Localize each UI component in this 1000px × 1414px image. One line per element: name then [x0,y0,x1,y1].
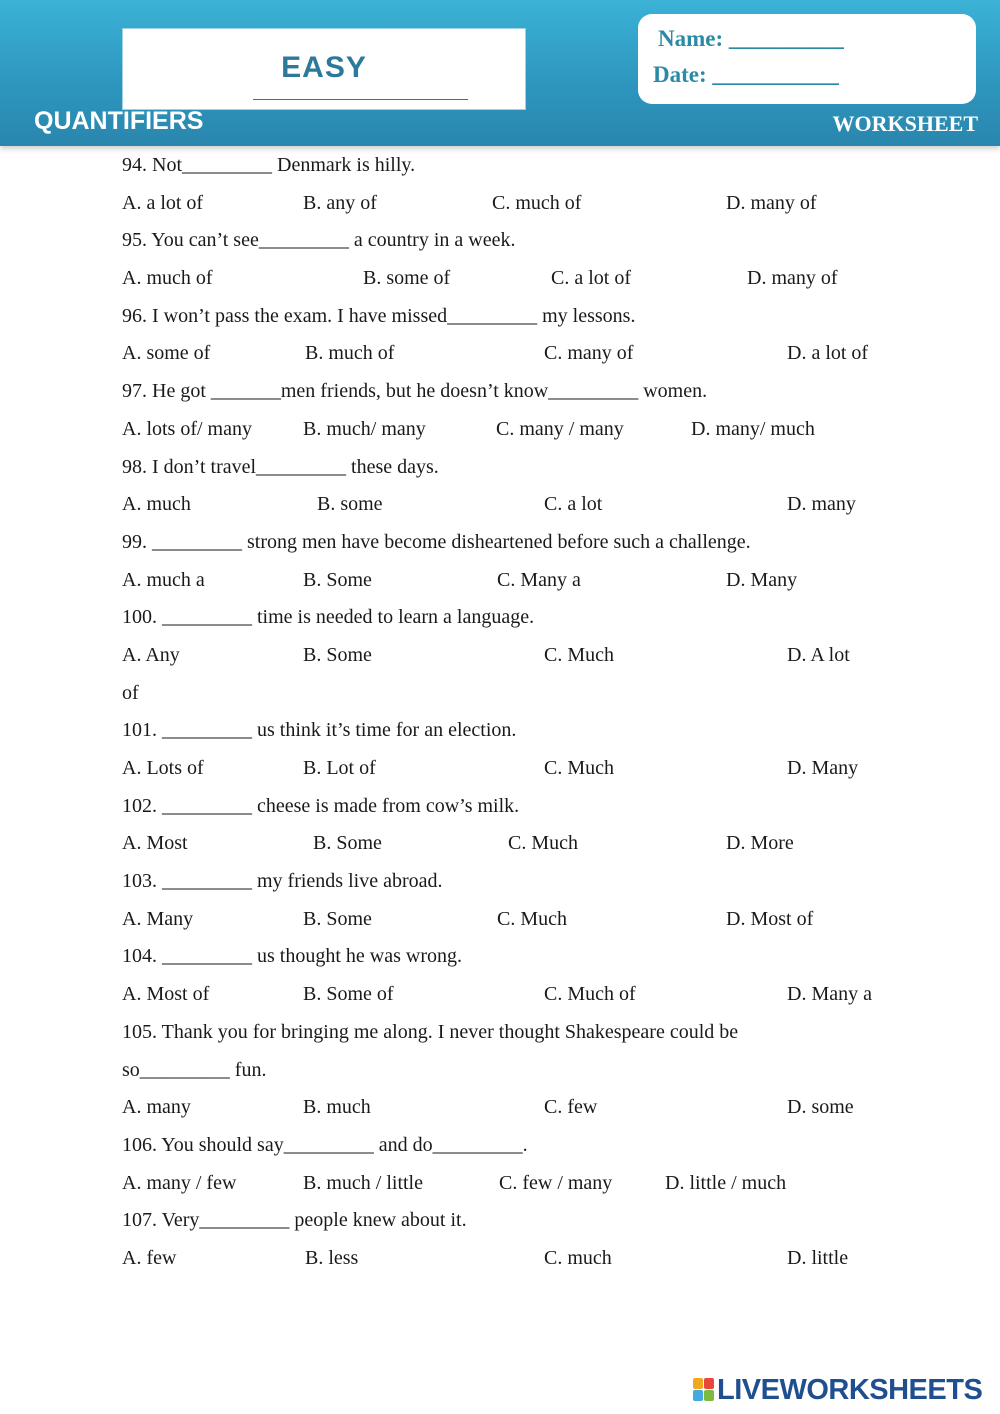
option-a[interactable]: A. Most [122,832,188,855]
answer-continuation: of [122,681,139,704]
option-d[interactable]: D. Many [726,568,798,591]
option-b[interactable]: B. much of [305,342,395,365]
option-c[interactable]: C. much [544,1246,612,1269]
answer-options [122,979,942,1017]
option-a[interactable]: A. many [122,1096,191,1119]
answer-options [122,338,942,376]
option-c[interactable]: C. much of [492,191,582,214]
answer-options [122,188,942,226]
option-c[interactable]: C. Much of [544,983,636,1006]
option-b[interactable]: B. Some of [303,983,394,1006]
level-box [122,28,526,110]
question-text: 104. _________ us thought he was wrong. [122,945,462,968]
answer-options [122,828,942,866]
answer-options [122,1243,942,1281]
option-c[interactable]: C. Much [497,907,567,930]
option-b[interactable]: B. any of [303,191,377,214]
option-a[interactable]: A. few [122,1246,177,1269]
question-text: 107. Very_________ people knew about it. [122,1209,467,1232]
question-text: 105. Thank you for bringing me along. I never thought Shakespeare could be [122,1020,739,1043]
option-b[interactable]: B. Lot of [303,757,376,779]
option-c[interactable]: C. a lot [544,493,603,516]
question-text: 99. _________ strong men have become disheartened before such a challenge. [122,530,751,553]
question-text: 101. _________ us think it’s time for an election. [122,719,517,742]
option-d[interactable]: D. little / much [665,1171,787,1194]
option-a[interactable]: A. Any [122,643,180,666]
option-a[interactable]: A. much of [122,267,213,290]
option-d[interactable]: D. Most of [726,907,814,930]
option-d[interactable]: D. More [726,832,794,855]
liveworksheets-logo-icon [693,1378,715,1402]
answer-options [122,640,942,678]
date-field[interactable]: Date: ___________ [653,62,839,87]
option-b[interactable]: B. less [305,1246,359,1269]
option-d[interactable]: D. A lot [787,643,850,666]
option-d[interactable]: D. many/ much [691,417,815,440]
question-continuation: so_________ fun. [122,1058,267,1081]
question-text: 102. _________ cheese is made from cow’s milk. [122,794,520,817]
option-a[interactable]: A. lots of/ many [122,417,252,440]
answer-options [122,489,942,527]
header-band [0,0,1000,146]
answer-options [122,753,942,791]
answer-options [122,904,942,942]
option-d[interactable]: D. Many [787,757,859,779]
option-d[interactable]: D. Many a [787,983,872,1006]
level-label: EASY [281,51,367,84]
option-b[interactable]: B. much [303,1096,371,1119]
option-b[interactable]: B. some [317,493,383,516]
option-d[interactable]: D. many of [747,267,838,290]
question-text: 100. _________ time is needed to learn a language. [122,606,535,629]
option-a[interactable]: A. many / few [122,1171,237,1194]
answer-options [122,1168,942,1206]
option-c[interactable]: C. many of [544,342,634,365]
question-text: 98. I don’t travel_________ these days. [122,455,439,478]
option-c[interactable]: C. few [544,1096,598,1119]
answer-options [122,1092,942,1130]
option-c[interactable]: C. Much [544,757,614,779]
answer-options [122,263,942,301]
option-b[interactable]: B. some of [363,267,451,290]
option-b[interactable]: B. much/ many [303,417,426,440]
option-a[interactable]: A. some of [122,342,211,365]
option-d[interactable]: D. a lot of [787,342,869,365]
option-a[interactable]: A. a lot of [122,191,204,214]
option-a[interactable]: A. much [122,493,191,516]
question-text: 106. You should say_________ and do_________. [122,1133,528,1156]
question-text: 96. I won’t pass the exam. I have missed_________ my lessons. [122,304,636,327]
answer-options [122,565,942,603]
option-b[interactable]: B. Some [303,643,372,666]
option-d[interactable]: D. many [787,493,856,516]
option-c[interactable]: C. few / many [499,1171,613,1194]
option-b[interactable]: B. Some [303,907,372,930]
option-c[interactable]: C. Much [544,643,614,666]
option-c[interactable]: C. many / many [496,417,624,440]
question-list [122,150,942,1281]
option-b[interactable]: B. Some [313,832,382,855]
option-d[interactable]: D. some [787,1096,854,1119]
question-text: 97. He got _______men friends, but he doesn’t know_________ women. [122,380,708,403]
worksheet-title: QUANTIFIERS [34,107,204,135]
worksheet-subtitle: WORKSHEET [832,111,978,136]
option-a[interactable]: A. Many [122,907,194,930]
question-text: 94. Not_________ Denmark is hilly. [122,154,416,176]
question-text: 103. _________ my friends live abroad. [122,870,443,893]
student-info-box [638,14,976,104]
question-text: 95. You can’t see_________ a country in a week. [122,229,516,252]
name-field[interactable]: Name: __________ [658,26,844,51]
option-d[interactable]: D. little [787,1246,849,1269]
level-underline [253,99,468,100]
option-d[interactable]: D. many of [726,191,817,214]
option-b[interactable]: B. Some [303,568,372,591]
option-a[interactable]: A. much a [122,568,205,591]
answer-options [122,414,942,452]
option-c[interactable]: C. Many a [497,568,581,591]
option-a[interactable]: A. Lots of [122,757,204,779]
option-c[interactable]: C. a lot of [551,267,631,290]
option-b[interactable]: B. much / little [303,1171,423,1194]
option-c[interactable]: C. Much [508,832,578,855]
logo-text: LIVEWORKSHEETS [717,1374,983,1406]
option-a[interactable]: A. Most of [122,983,210,1006]
